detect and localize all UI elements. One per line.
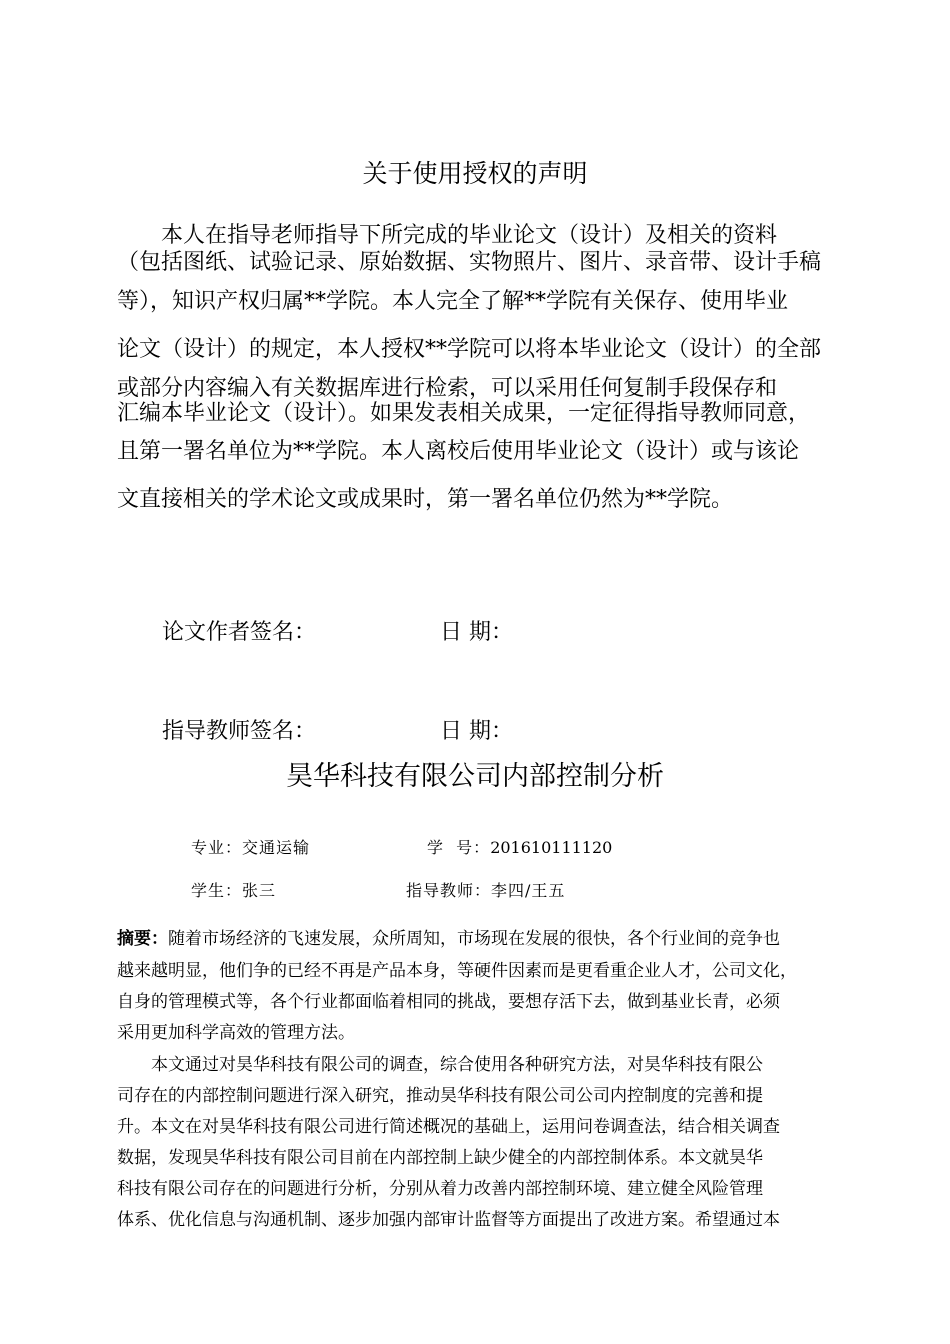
abstract-line: 自身的管理模式等，各个行业都面临着相同的挑战，要想存活下去，做到基业长青，必须 bbox=[117, 992, 780, 1012]
abstract-line: 体系、优化信息与沟通机制、逐步加强内部审计监督等方面提出了改进方案。希望通过本 bbox=[117, 1210, 780, 1230]
declaration-line: 且第一署名单位为**学院。本人离校后使用毕业论文（设计）或与该论 bbox=[117, 439, 800, 464]
abstract-line: 越来越明显，他们争的已经不再是产品本身，等硬件因素而是更看重企业人才，公司文化， bbox=[117, 961, 797, 981]
abstract-line bbox=[117, 926, 780, 952]
student-id-label: 学 号： bbox=[427, 838, 491, 857]
student-id-value: 201610111120 bbox=[490, 838, 613, 857]
declaration-line: 本人在指导老师指导下所完成的毕业论文（设计）及相关的资料 bbox=[161, 223, 778, 248]
abstract-text: 随着市场经济的飞速发展，众所周知，市场现在发展的很快，各个行业间的竞争也 bbox=[168, 929, 780, 949]
declaration-line: 等），知识产权归属**学院。本人完全了解**学院有关保存、使用毕业 bbox=[117, 289, 789, 314]
author-date-label: 日 期： bbox=[440, 620, 513, 645]
advisor-field bbox=[406, 879, 565, 903]
student-id-field bbox=[427, 836, 612, 860]
paper-title: 昊华科技有限公司内部控制分析 bbox=[286, 761, 664, 792]
abstract-line: 采用更加科学高效的管理方法。 bbox=[117, 1023, 355, 1043]
major-value: 交通运输 bbox=[242, 838, 311, 857]
abstract-label: 摘要： bbox=[117, 929, 168, 949]
author-signature-label: 论文作者签名： bbox=[162, 620, 317, 645]
student-value: 张三 bbox=[242, 881, 277, 900]
abstract-line: 数据，发现昊华科技有限公司目前在内部控制上缺少健全的内部控制体系。本文就昊华 bbox=[117, 1148, 763, 1168]
declaration-line: 论文（设计）的规定，本人授权**学院可以将本毕业论文（设计）的全部 bbox=[117, 337, 822, 362]
major-label: 专业： bbox=[191, 838, 243, 857]
abstract-line: 本文通过对昊华科技有限公司的调查，综合使用各种研究方法，对昊华科技有限公 bbox=[151, 1055, 763, 1075]
major-field bbox=[191, 836, 310, 860]
declaration-line: 文直接相关的学术论文或成果时，第一署名单位仍然为**学院。 bbox=[117, 487, 734, 512]
abstract-line: 科技有限公司存在的问题进行分析，分别从着力改善内部控制环境、建立健全风险管理 bbox=[117, 1179, 763, 1199]
student-label: 学生： bbox=[191, 881, 243, 900]
abstract-line: 司存在的内部控制问题进行深入研究，推动昊华科技有限公司公司内控制度的完善和提 bbox=[117, 1086, 763, 1106]
student-field bbox=[191, 879, 276, 903]
abstract-line: 升。本文在对昊华科技有限公司进行简述概况的基础上，运用问卷调查法，结合相关调查 bbox=[117, 1117, 780, 1137]
declaration-line: （包括图纸、试验记录、原始数据、实物照片、图片、录音带、设计手稿 bbox=[117, 250, 822, 275]
advisor-date-label: 日 期： bbox=[440, 719, 513, 744]
advisor-value: 李四/王五 bbox=[491, 881, 566, 900]
declaration-line: 或部分内容编入有关数据库进行检索，可以采用任何复制手段保存和 bbox=[117, 376, 778, 401]
declaration-line: 汇编本毕业论文（设计）。如果发表相关成果，一定征得指导教师同意， bbox=[117, 401, 811, 426]
declaration-title: 关于使用授权的声明 bbox=[362, 159, 588, 188]
advisor-signature-label: 指导教师签名： bbox=[162, 719, 317, 744]
advisor-label: 指导教师： bbox=[406, 881, 492, 900]
